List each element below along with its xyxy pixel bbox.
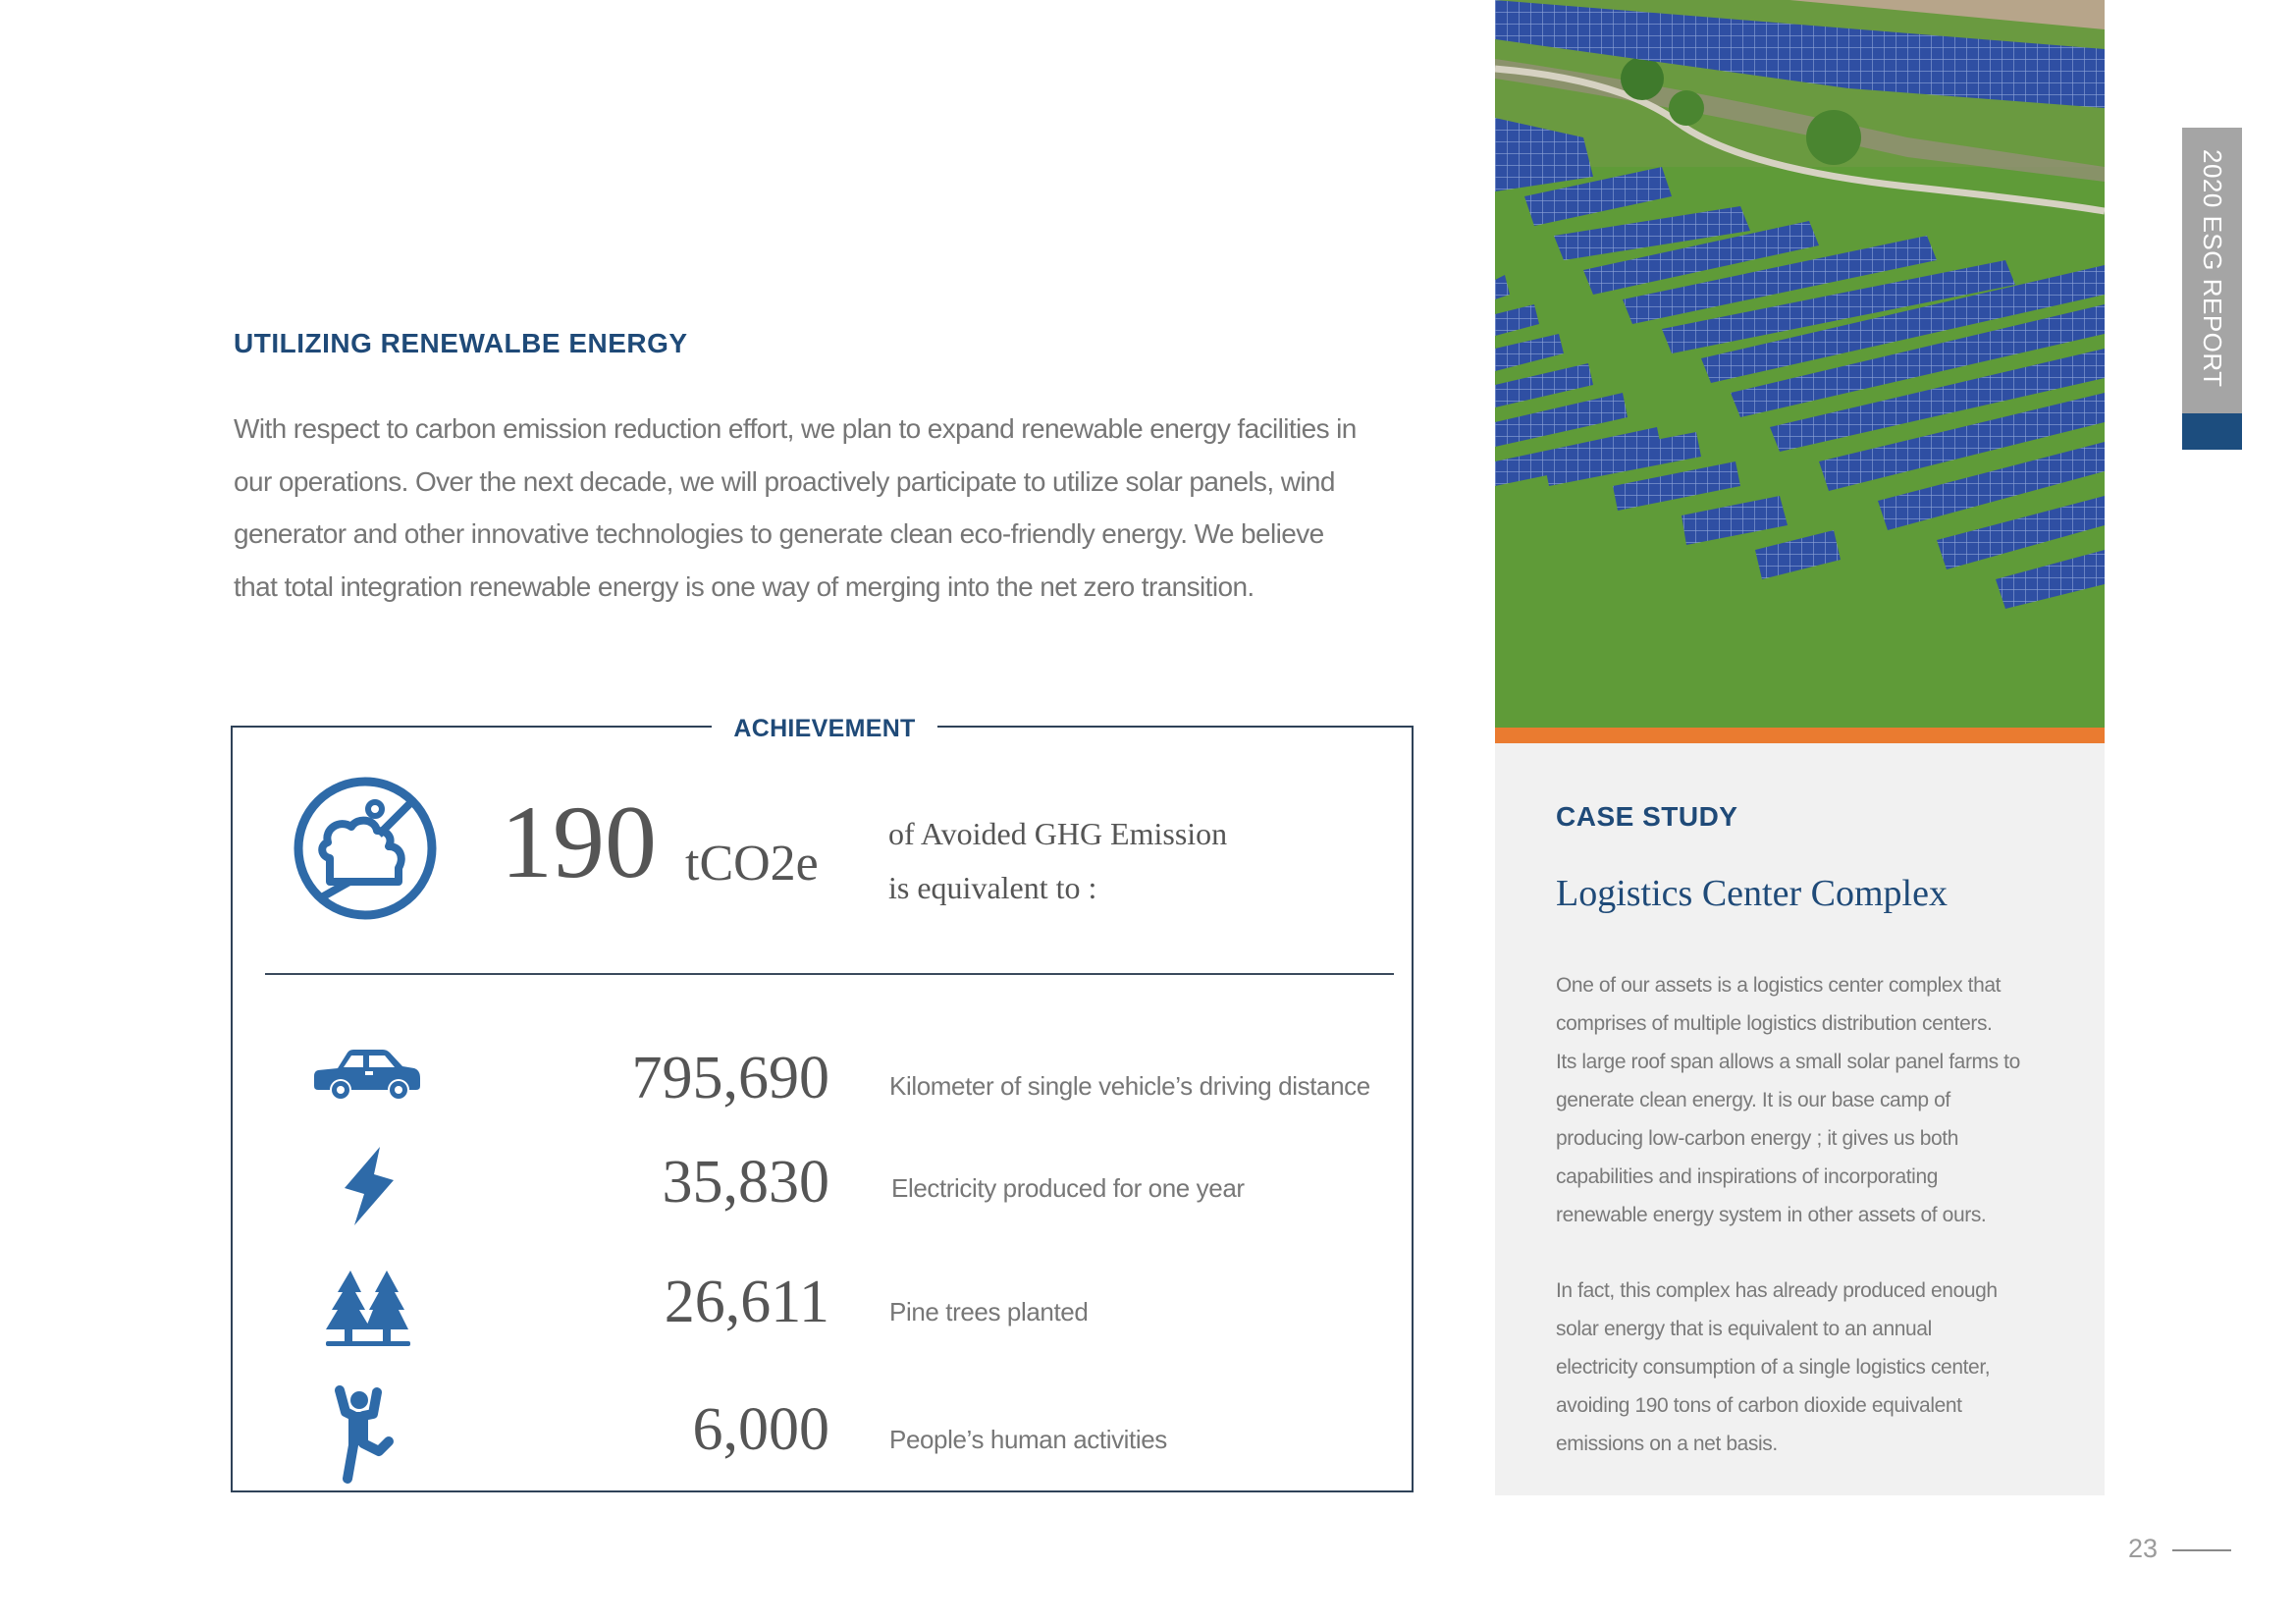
lightning-bolt-icon bbox=[339, 1145, 403, 1227]
headline-caption-line1: of Avoided GHG Emission bbox=[888, 816, 1228, 851]
case-line: producing low-carbon energy ; it gives us both bbox=[1556, 1127, 1959, 1150]
case-study-paragraph-2 bbox=[1556, 1272, 2086, 1463]
car-icon bbox=[312, 1047, 422, 1102]
case-study-title: Logistics Center Complex bbox=[1556, 873, 1948, 914]
equivalent-value: 6,000 bbox=[692, 1396, 829, 1463]
page-number: 23 bbox=[2128, 1534, 2159, 1563]
intro-line: that total integration renewable energy is one way of merging into the net zero transition. bbox=[234, 570, 1255, 602]
case-line: Its large roof span allows a small solar panel farms to bbox=[1556, 1051, 2020, 1073]
report-side-tab bbox=[2182, 128, 2242, 413]
case-line: One of our assets is a logistics center complex that bbox=[1556, 974, 2002, 997]
case-line: renewable energy system in other assets of ours. bbox=[1556, 1204, 1987, 1226]
intro-line: our operations. Over the next decade, we will proactively participate to utilize solar panels, wind bbox=[234, 465, 1335, 497]
achievement-divider bbox=[265, 973, 1394, 975]
headline-unit: tCO2e bbox=[685, 836, 819, 892]
case-line: solar energy that is equivalent to an annual bbox=[1556, 1318, 1932, 1340]
headline-caption bbox=[888, 807, 1227, 915]
case-study-paragraph-1 bbox=[1556, 966, 2086, 1234]
headline-caption-line2: is equivalent to : bbox=[888, 870, 1097, 905]
page-number-rule bbox=[2172, 1549, 2231, 1551]
intro-paragraph bbox=[234, 403, 1431, 613]
equivalent-description: Electricity produced for one year bbox=[891, 1173, 1245, 1203]
no-emission-cloud-icon bbox=[291, 774, 440, 923]
equivalent-description: People’s human activities bbox=[889, 1425, 1167, 1454]
equivalent-value: 795,690 bbox=[631, 1045, 829, 1111]
pine-trees-icon bbox=[326, 1269, 410, 1351]
equivalent-value: 35,830 bbox=[662, 1149, 829, 1216]
case-line: avoiding 190 tons of carbon dioxide equivalent bbox=[1556, 1394, 1962, 1417]
solar-farm-photo bbox=[1495, 0, 2105, 728]
person-jumping-icon bbox=[334, 1384, 399, 1485]
case-line: comprises of multiple logistics distribution centers. bbox=[1556, 1012, 1993, 1035]
section-heading: UTILIZING RENEWALBE ENERGY bbox=[234, 328, 688, 358]
achievement-label: ACHIEVEMENT bbox=[712, 709, 937, 748]
headline-value: 190 bbox=[501, 785, 657, 899]
accent-bar bbox=[1495, 728, 2105, 743]
solar-farm-illustration bbox=[1495, 0, 2105, 728]
equivalent-description: Kilometer of single vehicle’s driving distance bbox=[889, 1071, 1370, 1101]
case-line: emissions on a net basis. bbox=[1556, 1433, 1778, 1455]
case-line: In fact, this complex has already produced enough bbox=[1556, 1279, 1998, 1302]
intro-line: generator and other innovative technologies to generate clean eco-friendly energy. We believe bbox=[234, 518, 1324, 549]
equivalent-value: 26,611 bbox=[664, 1269, 829, 1335]
equivalent-description: Pine trees planted bbox=[889, 1297, 1089, 1326]
report-label: 2020 ESG REPORT bbox=[2198, 149, 2227, 388]
case-line: capabilities and inspirations of incorporating bbox=[1556, 1165, 1939, 1188]
case-study-label: CASE STUDY bbox=[1556, 801, 1738, 832]
case-line: generate clean energy. It is our base camp of bbox=[1556, 1089, 1950, 1111]
case-line: electricity consumption of a single logistics center, bbox=[1556, 1356, 1991, 1379]
intro-line: With respect to carbon emission reduction effort, we plan to expand renewable energy facilities in bbox=[234, 413, 1357, 444]
side-tab-marker bbox=[2182, 413, 2242, 450]
